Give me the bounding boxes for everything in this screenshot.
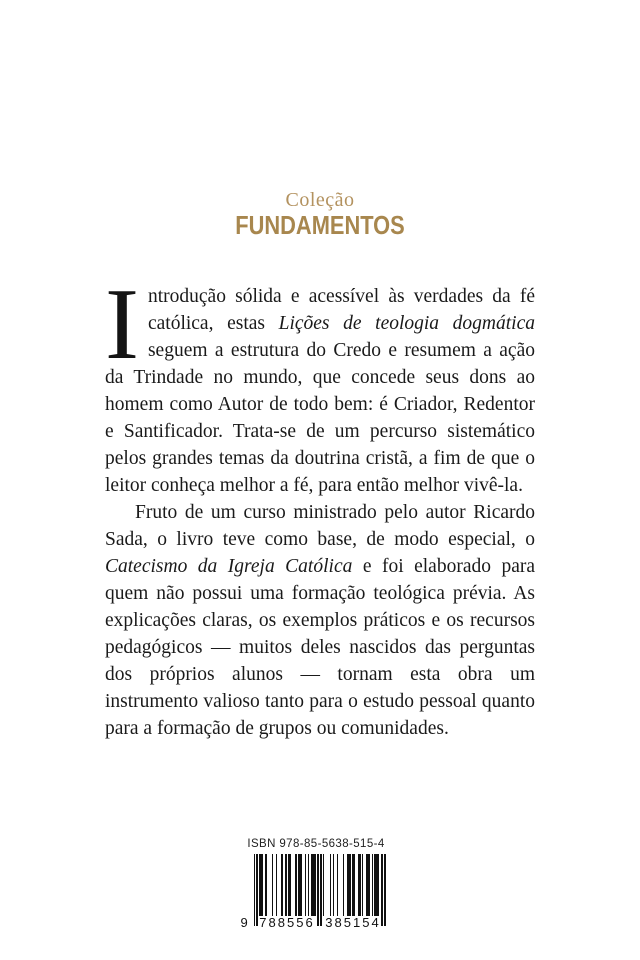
text-segment: e foi elaborado para quem não possui uma formação teológica prévia. As explicações claras, os exemplos práticos e os recursos pedagógicos — muitos deles nascidos das perguntas dos próprios alunos — tornam esta obra um instrumento valioso tanto para o estudo pessoal quanto para a formação de grupos ou comunidades. xyxy=(105,556,536,739)
collection-label: Coleção xyxy=(285,189,355,211)
barcode-digit-first: 9 xyxy=(240,915,248,930)
barcode-module xyxy=(384,854,385,926)
book-title-italic: Catecismo da Igreja Católica xyxy=(105,556,353,577)
book-title-italic: Lições de teologia dogmática xyxy=(278,313,535,334)
collection-name: FUNDAMENTOS xyxy=(235,210,405,240)
text-segment: Fruto de um curso ministrado pelo autor Ricardo Sada, o livro teve como base, de modo especial, o xyxy=(105,502,535,550)
drop-cap: I xyxy=(105,268,139,381)
text-segment: seguem a estrutura do Credo e resumem a ação da Trindade no mundo, que concede seus dons ao homem como Autor de todo bem: é Criador, Redentor e Santificador. Trata-se de um percurso sistemático pelos grandes temas da doutrina cristã, a fim de que o leitor conheça melhor a fé, para então melhor vivê-la. xyxy=(105,340,535,496)
barcode-digits-left-group: 788556 xyxy=(259,915,315,930)
synopsis-paragraph xyxy=(105,268,535,499)
isbn-label: ISBN 978-85-5638-515-4 xyxy=(247,838,385,850)
synopsis xyxy=(105,268,536,742)
barcode-digits-right-group: 385154 xyxy=(325,915,381,930)
barcode-bars-wrap xyxy=(240,854,387,930)
isbn-barcode xyxy=(240,838,387,930)
text-segment: ntrodução sólida e acessível às verdades da fé católica, estas xyxy=(147,286,535,334)
synopsis-paragraph xyxy=(105,499,535,742)
collection-header xyxy=(0,190,640,238)
